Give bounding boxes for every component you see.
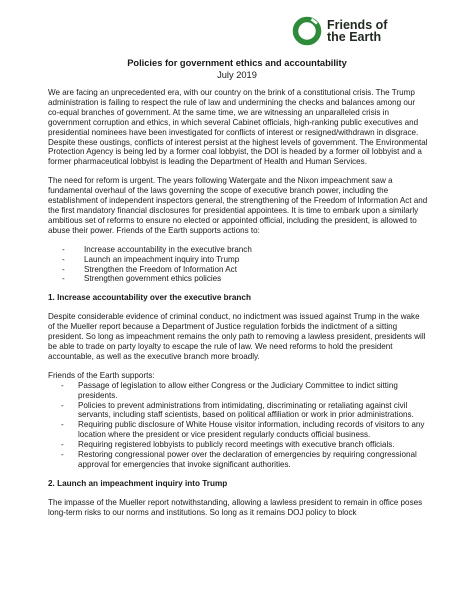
list-item: - Policies to prevent administrations from intimidating, discriminating or retaliating against civil servants, including staff scientists, based on political affiliation or work in prior administrations. xyxy=(48,401,428,421)
actions-list xyxy=(48,245,428,285)
section-1-paragraph: Despite considerable evidence of criminal conduct, no indictment was issued against Trump in the wake of the Mueller report because a Department of Justice regulation forbids the indictment of a sitting president. So long as impeachment remains the only path to removing a lawless president, presidents will be able to trade on party loyalty to escape the rule of law. We need reforms to hold the president accountable, as well as the executive branch more broadly. xyxy=(48,312,426,361)
earth-ring-icon xyxy=(292,16,322,46)
supports-label: Friends of the Earth supports: xyxy=(48,370,155,380)
logo-wordmark xyxy=(327,19,387,44)
document-body xyxy=(48,88,428,527)
list-item: - Strengthen the Freedom of Information Act xyxy=(48,265,428,275)
document-title: Policies for government ethics and accountability xyxy=(127,58,347,68)
list-item: - Passage of legislation to allow either Congress or the Judiciary Committee to indict sitting presidents. xyxy=(48,381,428,401)
supports-list xyxy=(48,381,428,470)
section-2-heading: 2. Launch an impeachment inquiry into Trump xyxy=(48,478,228,488)
list-item: - Restoring congressional power over the declaration of emergencies by requiring congressional approval for emergencies that invoke significant authorities. xyxy=(48,450,428,470)
list-item: - Requiring public disclosure of White House visitor information, including records of visitors to any location where the president or vice president regularly conducts official business. xyxy=(48,420,428,440)
logo-line-2: the Earth xyxy=(327,30,382,44)
friends-of-the-earth-logo[interactable] xyxy=(292,16,387,46)
list-item: - Increase accountability in the executive branch xyxy=(48,245,428,255)
intro-paragraph-2: The need for reform is urgent. The years following Watergate and the Nixon impeachment saw a fundamental overhaul of the laws governing the scope of executive branch power, including the establishment of independent inspectors general, the strengthening of the Freedom of Information Act and the first mandatory financial disclosures for presidential appointees. It is time to embark upon a similarly ambitious set of reforms to ensure no elected or appointed official, including the president, is allowed to abuse their power. Friends of the Earth supports actions to: xyxy=(48,176,428,235)
logo-line-1: Friends of xyxy=(327,17,388,32)
section-1-heading: 1. Increase accountability over the executive branch xyxy=(48,293,251,303)
section-2-paragraph: The impasse of the Mueller report notwithstanding, allowing a lawless president to remain in office poses long-term risks to our norms and institutions. So long as it remains DOJ policy to block xyxy=(48,497,423,517)
document-date: July 2019 xyxy=(217,70,257,80)
list-item: - Strengthen government ethics policies xyxy=(48,274,428,284)
intro-paragraph-1: We are facing an unprecedented era, with our country on the brink of a constitutional crisis. The Trump administration is failing to respect the rule of law and undermining the checks and balances among our co-equal branches of government. At the same time, we are witnessing an unparalleled crisis in government corruption and ethics, in which several Cabinet officials, high-ranking public executives and presidential nominees have been investigated for conflicts of interest or resigned/withdrawn in disgrace. Despite these oustings, conflicts of interest persist at the highest levels of government. The Environmental Protection Agency is being led by a former coal lobbyist, the DOI is headed by a former oil lobbyist and a former pharmaceutical lobbyist is leading the Department of Health and Human Services. xyxy=(48,88,428,167)
list-item: - Requiring registered lobbyists to publicly record meetings with executive branch officials. xyxy=(48,440,428,450)
list-item: - Launch an impeachment inquiry into Trump xyxy=(48,255,428,265)
